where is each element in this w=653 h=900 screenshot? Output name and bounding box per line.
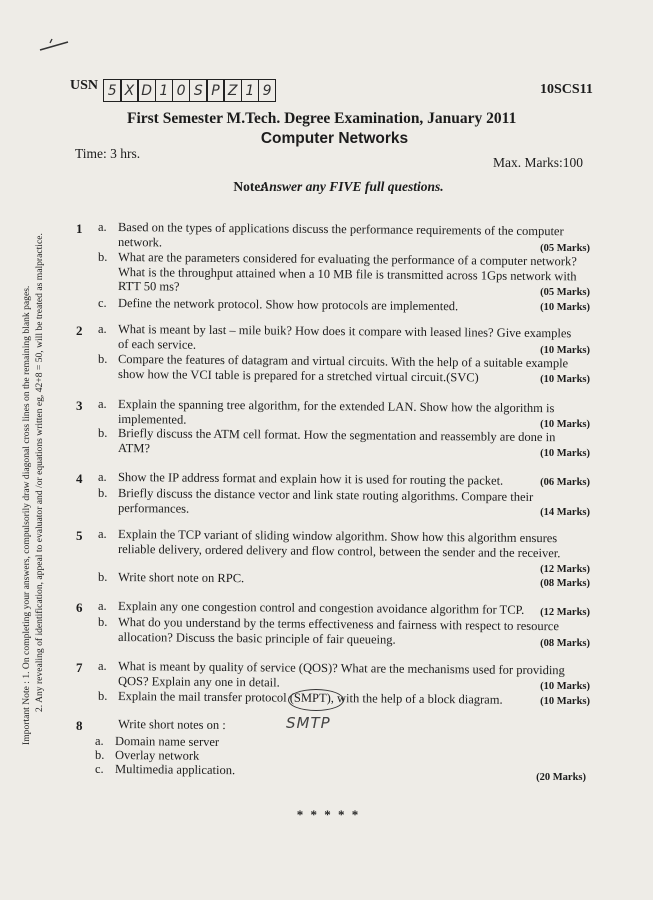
question-text: network.: [117, 234, 163, 249]
question-text: show how the VCI table is prepared for a stretched virtual circuit.(SVC): [117, 366, 479, 384]
marks-label: (05 Marks): [540, 243, 590, 254]
question-intro: Write short notes on :: [117, 717, 226, 733]
usn-box: Z: [223, 79, 242, 102]
handwritten-circle: [288, 689, 344, 711]
handwritten-annotation: SMTP: [286, 714, 331, 732]
pen-mark-icon: [38, 38, 78, 54]
usn-box: 0: [172, 79, 191, 102]
usn-boxes: [103, 79, 275, 102]
marks-label: (06 Marks): [540, 477, 590, 488]
marks-label: (10 Marks): [540, 374, 590, 385]
question-text: implemented.: [117, 411, 187, 427]
question-text: What is meant by quality of service (QOS)? What are the mechanisms used for providing: [117, 659, 565, 678]
question-text: Define the network protocol. Show how protocols are implemented.: [117, 296, 459, 314]
part-label: b.: [98, 250, 108, 264]
part-label: b.: [95, 748, 105, 762]
question-text: Explain any one congestion control and congestion avoidance algorithm for TCP.: [117, 599, 525, 617]
marks-label: (08 Marks): [540, 638, 590, 649]
question-text: Show the IP address format and explain how it is used for routing the packet.: [117, 470, 504, 488]
part-label: a.: [98, 220, 107, 234]
marks-label: (10 Marks): [540, 696, 590, 707]
marks-label: (10 Marks): [540, 681, 590, 692]
question-text: What are the parameters considered for evaluating the performance of a computer network?: [117, 250, 577, 269]
part-label: b.: [98, 486, 108, 500]
usn-box: 9: [258, 79, 277, 102]
question-number: 2: [76, 323, 83, 338]
question-text: Domain name server: [114, 734, 220, 749]
usn-box: 1: [155, 79, 174, 102]
marks-label: (12 Marks): [540, 564, 590, 575]
question-text: ATM?: [117, 440, 151, 455]
marks-label: (10 Marks): [540, 345, 590, 356]
question-text: QOS? Explain any one in detail.: [117, 673, 280, 690]
end-marker: * * * * *: [296, 807, 361, 822]
part-label: b.: [98, 426, 108, 440]
part-label: a.: [98, 659, 107, 673]
question-text: What is the throughput attained when a 10 MB file is transmitted across 1Gps network with: [117, 264, 577, 283]
part-label: b.: [98, 615, 108, 629]
question-text: What is meant by last – mile buik? How does it compare with leased lines? Give examples: [117, 322, 572, 341]
question-text: Briefly discuss the distance vector and link state routing algorithms. Compare their: [117, 486, 534, 504]
question-text: Write short note on RPC.: [117, 570, 245, 586]
question-number: 7: [76, 660, 83, 675]
marks-label: (10 Marks): [540, 448, 590, 459]
question-text: performances.: [117, 500, 190, 516]
marks-label: (12 Marks): [540, 607, 590, 618]
marks-label: (10 Marks): [540, 419, 590, 430]
question-text: Compare the features of datagram and virtual circuits. With the help of a suitable example: [117, 352, 569, 371]
marks-label: (20 Marks): [536, 772, 586, 783]
marks-label: (05 Marks): [540, 287, 590, 298]
part-label: b.: [98, 570, 108, 584]
side-important-note: [20, 233, 46, 745]
question-number: 1: [76, 221, 83, 236]
exam-duration: Time: 3 hrs.: [75, 146, 141, 161]
usn-box: X: [120, 79, 139, 102]
part-label: b.: [98, 352, 108, 366]
question-number: 3: [76, 398, 83, 413]
side-note-line-2: 2. Any revealing of identification, appeal to evaluator and /or equations written eg, 42+8 = 50, will be treated as malpractice.: [34, 233, 45, 712]
question-text: What do you understand by the terms effectiveness and fairness with respect to resource: [117, 615, 560, 634]
part-label: a.: [98, 322, 107, 336]
question-text: of each service.: [117, 336, 197, 352]
course-code: 10SCS11: [540, 82, 593, 97]
usn-box: S: [189, 79, 208, 102]
part-label: b.: [98, 689, 108, 703]
subject-title: Computer Networks: [260, 130, 409, 147]
part-label: c.: [98, 296, 107, 310]
part-label: a.: [95, 734, 104, 748]
question-number: 6: [76, 600, 83, 615]
instructions-note: Note: Answer any FIVE full questions.: [233, 179, 444, 194]
exam-title: First Semester M.Tech. Degree Examination, January 2011: [127, 110, 517, 127]
part-label: c.: [95, 762, 104, 776]
question-text: Based on the types of applications discuss the performance requirements of the computer: [117, 220, 564, 239]
part-label: a.: [98, 599, 107, 613]
question-text: Explain the mail transfer protocol (SMPT), with the help of a block diagram.: [117, 689, 503, 707]
question-text: Explain the spanning tree algorithm, for the extended LAN. Show how the algorithm is: [117, 397, 555, 416]
question-number: 5: [76, 528, 83, 543]
question-number: 8: [76, 718, 83, 733]
part-label: a.: [98, 470, 107, 484]
max-marks: Max. Marks:100: [493, 155, 583, 170]
question-number: 4: [76, 471, 83, 486]
question-text: allocation? Discuss the basic principle of fair queueing.: [117, 629, 396, 647]
part-label: a.: [98, 527, 107, 541]
side-note-line-1: Important Note : 1. On completing your answers, compulsorily draw diagonal cross lines on the remaining blank pages.: [21, 285, 32, 745]
usn-box: D: [137, 79, 156, 102]
usn-box: 1: [241, 79, 260, 102]
marks-label: (10 Marks): [540, 302, 590, 313]
question-text: Briefly discuss the ATM cell format. How the segmentation and reassembly are done in: [117, 426, 556, 445]
question-text: Explain the TCP variant of sliding window algorithm. Show how this algorithm ensures: [117, 527, 558, 546]
usn-box: 5: [103, 79, 122, 102]
marks-label: (08 Marks): [540, 578, 590, 589]
part-label: a.: [98, 397, 107, 411]
usn-box: P: [206, 79, 225, 102]
question-text: Multimedia application.: [114, 762, 236, 778]
usn-label: USN: [70, 78, 99, 93]
question-text: RTT 50 ms?: [117, 279, 180, 294]
question-text: reliable delivery, ordered delivery and flow control, between the sender and the receiver.: [117, 541, 561, 560]
question-text: Overlay network: [114, 748, 200, 763]
marks-label: (14 Marks): [540, 507, 590, 518]
